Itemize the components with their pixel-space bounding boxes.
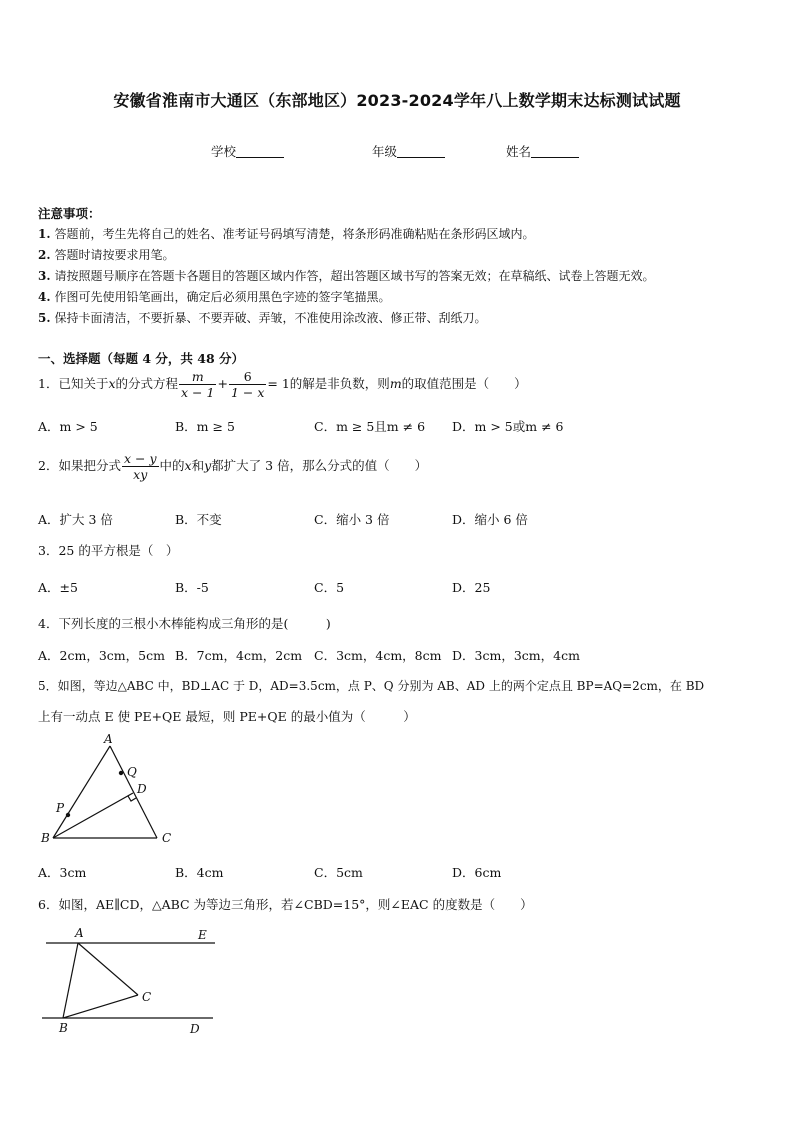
label-a: A [104, 732, 113, 746]
segment-bc [63, 995, 138, 1018]
notes-heading: 注意事项： [38, 206, 101, 221]
q1-option-a[interactable]: A．m > 5 [38, 419, 98, 434]
q2-option-c[interactable]: C．缩小 3 倍 [314, 512, 390, 527]
label-d: D [137, 782, 147, 796]
q3-option-b[interactable]: B．-5 [175, 580, 209, 595]
fraction: $\frac{m}{x - 1}$ [181, 369, 215, 400]
q4-option-b[interactable]: B．7cm，4cm，2cm [175, 648, 303, 663]
q3-option-a[interactable]: A．±5 [38, 580, 78, 595]
note-item: 1. 答题前，考生先将自己的姓名、准考证号码填写清楚，将条形码准确粘贴在条形码区域内。 [38, 227, 535, 241]
label-p: P [56, 801, 65, 815]
label-c: C [162, 831, 172, 845]
school-label: 学校 [211, 144, 237, 159]
q1-option-d[interactable]: D．m > 5或m ≠ 6 [452, 419, 564, 434]
note-item: 2. 答题时请按要求用笔。 [38, 248, 175, 262]
question-6: 6．如图，AE∥CD，△ABC 为等边三角形，若∠CBD=15°，则∠EAC 的度数是（ ） [38, 897, 533, 912]
label-e: E [198, 928, 207, 942]
fraction: $\frac{x - y}{xy}$ [123, 451, 157, 482]
exam-title: 安徽省淮南市大通区（东部地区）2023-2024学年八上数学期末达标测试试题 [113, 91, 681, 110]
name-label: 姓名 [506, 144, 532, 159]
q1-option-b[interactable]: B．m ≥ 5 [175, 419, 235, 434]
label-c: C [142, 990, 152, 1004]
q5-option-d[interactable]: D．6cm [452, 865, 502, 880]
question-5-line-1: 5．如图，等边△ABC 中，BD⊥AC 于 D，AD=3.5cm，点 P、Q 分别为 AB、AD 上的两个定点且 BP=AQ=2cm，在 BD [38, 679, 705, 693]
q1-option-c[interactable]: C．m ≥ 5且m ≠ 6 [314, 419, 426, 434]
q4-option-a[interactable]: A．2cm，3cm，5cm [38, 648, 165, 663]
question-1: 1．已知关于x的分式方程 $\frac{m}{x - 1}$ + $\frac{6}{1 - x}$ = 1的解是非负数，则m的取值范围是（ ） [38, 369, 527, 400]
label-a: A [75, 926, 84, 940]
q2-option-b[interactable]: B．不变 [175, 512, 222, 527]
q2-option-d[interactable]: D．缩小 6 倍 [452, 512, 528, 527]
segment-ab [63, 943, 78, 1018]
q2-option-a[interactable]: A．扩大 3 倍 [38, 512, 113, 527]
q5-option-b[interactable]: B．4cm [175, 865, 224, 880]
question-4: 4．下列长度的三根小木棒能构成三角形的是( ) [38, 616, 331, 631]
fraction: $\frac{6}{1 - x}$ [230, 369, 265, 400]
q5-option-c[interactable]: C．5cm [314, 865, 363, 880]
label-q: Q [127, 765, 137, 779]
label-b: B [59, 1021, 68, 1035]
note-item: 5. 保持卡面清洁，不要折暴、不要弄破、弄皱，不准使用涂改液、修正带、刮纸刀。 [38, 311, 487, 325]
label-b: B [41, 831, 50, 845]
question-3: 3．25 的平方根是（ ） [38, 543, 179, 558]
q4-option-c[interactable]: C．3cm，4cm，8cm [314, 648, 442, 663]
segment-ac [78, 943, 138, 995]
note-item: 4. 作图可先使用铅笔画出，确定后必须用黑色字迹的签字笔描黑。 [38, 290, 391, 304]
note-item: 3. 请按照题号顺序在答题卡各题目的答题区域内作答，超出答题区域书写的答案无效；在草稿纸、试卷上答题无效。 [38, 269, 655, 283]
q3-option-d[interactable]: D．25 [452, 580, 491, 595]
section-title: 一、选择题（每题 4 分，共 48 分） [38, 351, 245, 366]
q5-option-a[interactable]: A．3cm [38, 865, 87, 880]
question-2: 2．如果把分式 $\frac{x - y}{xy}$ 中的x和y都扩大了 3 倍，那么分式的值（ ） [38, 451, 428, 482]
q3-option-c[interactable]: C．5 [314, 580, 345, 595]
q4-option-d[interactable]: D．3cm，3cm，4cm [452, 648, 580, 663]
grade-label: 年级 [372, 144, 398, 159]
question-5-line-2: 上有一动点 E 使 PE+QE 最短，则 PE+QE 的最小值为（ ） [38, 709, 416, 724]
label-d: D [190, 1022, 200, 1036]
